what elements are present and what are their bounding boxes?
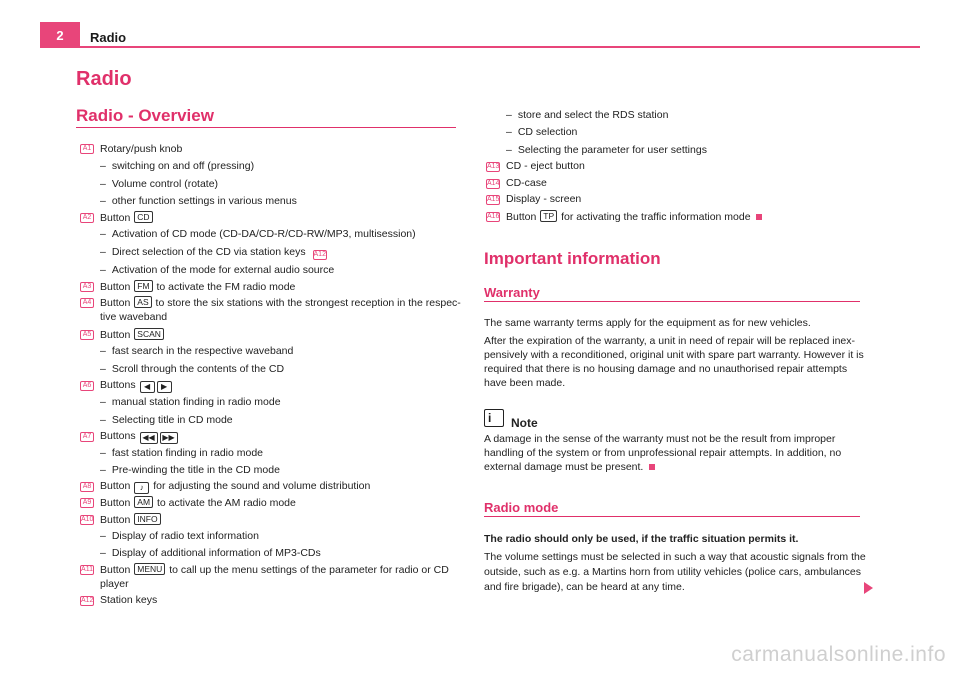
marker-a1: A1 — [80, 144, 94, 154]
item8-line — [100, 480, 370, 494]
note-l1: A damage in the sense of the warranty must not be the result from improper — [484, 433, 836, 445]
page-title: Radio — [76, 68, 132, 90]
warranty-heading: Warranty — [484, 285, 540, 300]
header-rule — [40, 46, 920, 48]
item14-label: CD-case — [506, 177, 547, 189]
item6-line — [100, 379, 173, 393]
item16-button-word: Button — [506, 211, 537, 223]
item10-line — [100, 513, 162, 527]
item7-buttons-word: Buttons — [100, 430, 136, 442]
item2-sub2-line — [100, 246, 327, 259]
overview-rule — [76, 127, 456, 128]
note-end-marker — [649, 464, 655, 470]
overview-heading: Radio - Overview — [76, 106, 214, 125]
station-sub1: – store and select the RDS station — [506, 109, 668, 122]
header-title: Radio — [90, 30, 127, 45]
marker-a14: A14 — [487, 180, 500, 187]
note-l3: external damage must be present. — [484, 461, 644, 473]
warranty-p2-l2: pensively with a reconditioned, original unit with spare part warranty. However it is — [484, 349, 864, 361]
marker-a8: A8 — [80, 482, 94, 492]
radio-mode-heading: Radio mode — [484, 500, 559, 515]
item6-sub2: – Selecting title in CD mode — [100, 414, 233, 427]
item12-label: Station keys — [100, 594, 158, 606]
item16-line — [506, 210, 762, 224]
radio-mode-l3: and fire brigade), can be heard at any time. — [484, 581, 685, 593]
note-icon: i — [484, 409, 504, 427]
item3-button-word: Button — [100, 281, 131, 293]
watermark: carmanualsonline.info — [731, 643, 946, 666]
note-l2: handling of the system or from unprofessional repair attempts. In addition, no — [484, 447, 842, 459]
item11-text-a: to call up the menu settings of the parameter for radio or CD — [169, 564, 449, 576]
item2-button-word: Button — [100, 212, 131, 224]
marker-a11: A11 — [81, 566, 93, 573]
item4-text-a: to store the six stations with the strongest reception in the respec- — [155, 297, 461, 309]
warranty-p2-l1: After the expiration of the warranty, a unit in need of repair will be replaced inex- — [484, 335, 856, 347]
item5-sub1: – fast search in the respective waveband — [100, 345, 293, 358]
item5-button-word: Button — [100, 329, 131, 341]
item5-line — [100, 328, 165, 342]
radio-mode-rule — [484, 516, 860, 517]
important-heading: Important information — [484, 249, 661, 268]
radio-mode-bold: The radio should only be used, if the traffic situation permits it. — [484, 533, 799, 545]
item9-button-word: Button — [100, 497, 131, 509]
item1-sub2: – Volume control (rotate) — [100, 178, 218, 191]
page-number-tab — [40, 22, 80, 46]
item1-label: Rotary/push knob — [100, 143, 183, 155]
next-page-arrow-icon[interactable] — [864, 582, 873, 594]
item4-text-b: tive waveband — [100, 311, 168, 323]
item9-line — [100, 496, 296, 510]
scan-key: SCAN — [134, 328, 164, 340]
station-sub2: – CD selection — [506, 126, 577, 139]
item1-sub3: – other function settings in various menus — [100, 195, 297, 208]
item3-text: to activate the FM radio mode — [156, 281, 296, 293]
item7-sub2: – Pre-winding the title in the CD mode — [100, 464, 280, 477]
item10-button-word: Button — [100, 514, 131, 526]
item11-button-word: Button — [100, 564, 131, 576]
item3-line — [100, 280, 295, 294]
marker-a15: A15 — [487, 196, 500, 203]
marker-a12: A12 — [81, 597, 94, 604]
item7-sub1: – fast station finding in radio mode — [100, 447, 263, 460]
cd-key: CD — [134, 211, 152, 223]
item7-line — [100, 430, 179, 444]
marker-a4: A4 — [80, 298, 94, 308]
marker-a3: A3 — [80, 282, 94, 292]
fm-key: FM — [134, 280, 152, 292]
item11-text-b: player — [100, 578, 129, 590]
marker-a5: A5 — [80, 330, 94, 340]
warranty-p2-l4: have been made. — [484, 377, 566, 389]
item6-buttons-word: Buttons — [100, 379, 136, 391]
radio-mode-l1: The volume settings must be selected in such a way that acoustic signals from the — [484, 551, 866, 563]
marker-a10: A10 — [81, 516, 94, 523]
item2-line — [100, 211, 154, 225]
item10-sub1: – Display of radio text information — [100, 530, 259, 543]
item8-text: for adjusting the sound and volume distribution — [153, 480, 371, 492]
marker-a2: A2 — [80, 213, 94, 223]
marker-a9: A9 — [80, 498, 94, 508]
am-key: AM — [134, 496, 153, 508]
item9-text: to activate the AM radio mode — [156, 497, 296, 509]
as-key: AS — [134, 296, 151, 308]
seek-back-key: ◀ — [140, 381, 155, 393]
item2-sub1: – Activation of CD mode (CD-DA/CD-R/CD-RW/MP3, multisession) — [100, 228, 416, 241]
menu-key: MENU — [134, 563, 165, 575]
marker-a6: A6 — [80, 381, 94, 391]
marker-a16: A16 — [487, 213, 500, 220]
marker-a12-ref: A12 — [313, 251, 326, 258]
item2-sub2: – Direct selection of the CD via station keys — [100, 246, 306, 258]
seek-forward-key: ▶ — [157, 381, 172, 393]
note-l3-line — [484, 461, 655, 474]
station-sub3: – Selecting the parameter for user settings — [506, 144, 707, 157]
item10-sub2: – Display of additional information of MP3-CDs — [100, 547, 321, 560]
radio-mode-l2: outside, such as e.g. a Martins horn from utility vehicles (police cars, ambulances — [484, 566, 862, 578]
item5-sub2: – Scroll through the contents of the CD — [100, 363, 284, 376]
rewind-key: ◀◀ — [140, 432, 158, 444]
item16-text: for activating the traffic information mode — [561, 211, 751, 223]
marker-a7: A7 — [80, 432, 94, 442]
item2-sub3: – Activation of the mode for external audio source — [100, 264, 334, 277]
tp-key: TP — [540, 210, 557, 222]
info-key: INFO — [134, 513, 160, 525]
item6-sub1: – manual station finding in radio mode — [100, 396, 281, 409]
fast-forward-key: ▶▶ — [160, 432, 178, 444]
item4-line — [100, 296, 461, 310]
marker-a13: A13 — [487, 163, 500, 170]
warranty-p2-l3: required that there is no housing damage and no unauthorised repair attempts — [484, 363, 848, 375]
page-number: 2 — [56, 28, 64, 43]
item13-label: CD - eject button — [506, 160, 585, 172]
item15-label: Display - screen — [506, 193, 582, 205]
note-heading: Note — [511, 416, 538, 430]
item4-button-word: Button — [100, 297, 131, 309]
sound-key-icon: ♪ — [134, 482, 149, 494]
item1-sub1: – switching on and off (pressing) — [100, 160, 254, 173]
item8-button-word: Button — [100, 480, 131, 492]
item11-line — [100, 563, 449, 577]
warranty-p1: The same warranty terms apply for the equipment as for new vehicles. — [484, 317, 811, 329]
warranty-rule — [484, 301, 860, 302]
section-end-marker — [756, 214, 762, 220]
